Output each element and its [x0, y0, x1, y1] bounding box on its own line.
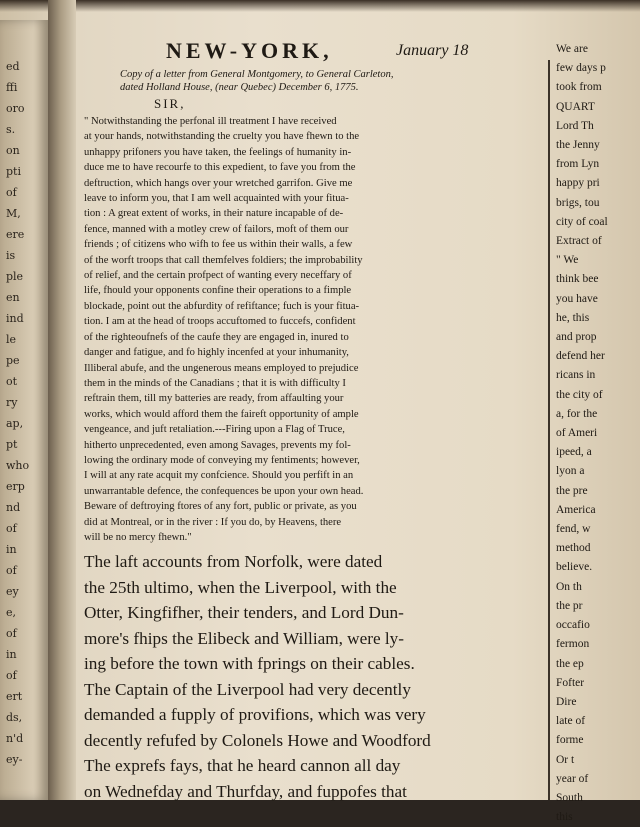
- right-column-fragment: occafio: [556, 619, 590, 632]
- left-column-fragment: ds,: [6, 711, 23, 724]
- right-column-fragment: took from: [556, 81, 602, 94]
- left-column-fragment: ert: [6, 690, 23, 703]
- left-column-fragment: of: [6, 522, 17, 535]
- letter-line: reftrain them, till my batteries are ready, from affaulting your: [84, 393, 344, 405]
- letter-line: of relief, and the certain profpect of wanting every neceffary of: [84, 270, 352, 282]
- letter-line: Illiberal abufe, and the ungenerous means employed to prejudice: [84, 362, 359, 374]
- right-column-fragment: the Jenny: [556, 139, 600, 152]
- left-column-fragment: oro: [6, 102, 25, 115]
- right-column-fragment: city of coal: [556, 215, 608, 228]
- right-column-fragment: the pre: [556, 484, 588, 497]
- news-line: demanded a fupply of provifions, which was very: [84, 705, 426, 725]
- letter-line: deftruction, which hangs over your wretched garrifon. Give me: [84, 177, 353, 189]
- left-column-fragment: ry: [6, 396, 18, 409]
- left-column-fragment: pti: [6, 165, 21, 178]
- right-column-fragment: ipeed, a: [556, 446, 592, 459]
- letter-line: life, fhould your opponents confine their operations to a fimple: [84, 285, 352, 297]
- news-line: decently refufed by Colonels Howe and Woodford: [84, 730, 431, 750]
- top-shadow: [0, 0, 640, 12]
- news-line: on Wednefday and Thurfday, and fuppofes that: [84, 781, 407, 801]
- left-column-fragment: nd: [6, 501, 21, 514]
- dateline-title: NEW-YORK,: [166, 38, 333, 63]
- right-column-fragment: he, this: [556, 311, 590, 324]
- left-column-fragment: ey-: [6, 753, 23, 766]
- right-column-fragment: method: [556, 542, 591, 555]
- letter-line: " Notwithstanding the perfonal ill treatment I have received: [84, 116, 337, 127]
- letter-caption: [120, 68, 554, 94]
- right-column-fragment: QUART: [556, 100, 595, 113]
- left-column-fragment: ffi: [6, 81, 18, 94]
- left-column-fragment: e,: [6, 606, 17, 619]
- right-column-fragment: ricans in: [556, 369, 596, 382]
- right-column-fragment: from Lyn: [556, 158, 600, 171]
- dateline: [84, 38, 554, 68]
- right-column-fragment: Or t: [556, 753, 575, 766]
- letter-line: tion : A great extent of works, in their nature incapable of de-: [84, 208, 344, 220]
- letter-line: friends ; of citizens who wifh to fee us within their walls, a few: [84, 239, 353, 251]
- right-column-fragment: the pr: [556, 599, 583, 612]
- caption-line: Copy of a letter from General Montgomery, to General Carleton,: [120, 69, 394, 80]
- letter-line: did at Montreal, or in the river : If you do, by Heavens, there: [84, 516, 342, 528]
- left-column-fragment: ot: [6, 375, 18, 388]
- news-line: The Captain of the Liverpool had very decently: [84, 679, 411, 699]
- left-column-fragment: is: [6, 249, 16, 262]
- left-column-fragment: pt: [6, 438, 18, 451]
- news-line: Otter, Kingfifher, their tenders, and Lord Dun-: [84, 603, 404, 623]
- right-column-fragment: year of: [556, 772, 589, 785]
- right-column-fragment: defend her: [556, 350, 605, 363]
- left-column-fragment: ere: [6, 228, 25, 241]
- left-column-fragment: n'd: [6, 732, 24, 745]
- left-column-fragment: in: [6, 543, 17, 556]
- letter-line: danger and fatigue, and fo highly incenfed at your inhumanity,: [84, 347, 349, 359]
- right-column-fragment: Fofter: [556, 676, 585, 689]
- left-page-column: [0, 20, 48, 800]
- news-paragraph: [84, 549, 554, 804]
- right-column-fragment: We are: [556, 43, 588, 55]
- left-column-fragment: ind: [6, 312, 24, 325]
- right-column-fragment: Lord Th: [556, 119, 594, 132]
- left-column-fragment: ed: [6, 60, 20, 73]
- letter-line: duce me to have recourfe to this expedient, to fave you from the: [84, 162, 356, 174]
- left-column-fragment: erp: [6, 480, 25, 493]
- letter-line: of the righteoufnefs of the caufe they are engaged in, inured to: [84, 331, 349, 343]
- left-column-fragment: ap,: [6, 417, 24, 430]
- right-column-fragment: On th: [556, 580, 582, 593]
- news-line: ing before the town with fprings on their cables.: [84, 654, 415, 674]
- right-column-fragment: happy pri: [556, 177, 600, 190]
- right-column-fragment: of Ameri: [556, 427, 598, 440]
- right-column-fragment: few days p: [556, 62, 606, 75]
- letter-line: will be no mercy fhewn.": [84, 531, 192, 543]
- right-column-fragment: fermon: [556, 638, 590, 651]
- news-line: the 25th ultimo, when the Liverpool, with the: [84, 577, 397, 597]
- left-column-fragment: who: [6, 459, 30, 472]
- right-column-fragment: the city of: [556, 388, 603, 401]
- right-column-fragment: late of: [556, 715, 586, 728]
- right-column-fragment: think bee: [556, 273, 599, 286]
- right-column-fragment: you have: [556, 292, 598, 305]
- letter-line: of the worft troops that call themfelves foldiers; the improbability: [84, 254, 363, 266]
- column-rule: [548, 60, 550, 800]
- letter-line: Beware of deftroying ftores of any fort, public or private, as you: [84, 501, 357, 513]
- right-column-fragment: fend, w: [556, 523, 591, 536]
- letter-line: tion. I am at the head of troops accuftomed to fuccefs, confident: [84, 316, 356, 328]
- left-column-fragment: of: [6, 669, 17, 682]
- letter-line: lowing the ordinary mode of conveying my fentiments; however,: [84, 454, 360, 466]
- right-column-fragment: and prop: [556, 331, 597, 344]
- letter-line: I will at any rate acquit my confcience. Should you perfift in an: [84, 470, 354, 482]
- letter-body: [84, 114, 554, 545]
- letter-line: blockade, point out the abfurdity of refiftance; fuch is your fitua-: [84, 300, 360, 312]
- right-column-fragment: " We: [556, 254, 579, 267]
- right-column-fragment: believe.: [556, 561, 593, 574]
- left-column-fragment: M,: [6, 207, 21, 220]
- letter-line: hitherto unprecedented, even among Savages, prevents my fol-: [84, 439, 351, 451]
- letter-line: at your hands, notwithstanding the cruelty you have fhewn to the: [84, 131, 360, 143]
- news-line: more's fhips the Elibeck and William, were ly-: [84, 628, 404, 648]
- left-column-fragment: pe: [6, 354, 20, 367]
- right-column-fragment: this: [556, 811, 573, 824]
- main-column: [84, 38, 554, 800]
- left-column-fragment: of: [6, 564, 17, 577]
- right-column-fragment: Dire: [556, 695, 577, 708]
- right-column-fragment: South: [556, 791, 583, 804]
- right-column-fragment: the ep: [556, 657, 584, 670]
- left-column-fragment: in: [6, 648, 17, 661]
- dateline-date: January 18: [396, 42, 469, 59]
- left-column-fragment: le: [6, 333, 17, 346]
- salutation: SIR,: [154, 96, 186, 111]
- left-column-fragment: of: [6, 627, 17, 640]
- left-column-fragment: ey: [6, 585, 19, 598]
- letter-line: unhappy prifoners you have taken, the feelings of humanity in-: [84, 146, 352, 158]
- left-column-fragment: s.: [6, 123, 16, 136]
- news-line: The laft accounts from Norfolk, were dated: [84, 552, 383, 572]
- right-page-column: [556, 40, 640, 824]
- letter-line: vengeance, and juft retaliation.---Firing upon a Flag of Truce,: [84, 424, 345, 436]
- left-column-fragment: en: [6, 291, 20, 304]
- right-column-fragment: America: [556, 503, 596, 516]
- right-column-fragment: forme: [556, 734, 584, 747]
- letter-line: works, which would afford them the faireft opportunity of ample: [84, 408, 359, 420]
- book-gutter: [48, 0, 76, 800]
- news-line: The exprefs fays, that he heard cannon all day: [84, 756, 401, 776]
- right-column-fragment: Extract of: [556, 235, 602, 248]
- left-column-fragment: on: [6, 144, 20, 157]
- letter-line: leave to inform you, that I am well acquainted with your fitua-: [84, 193, 349, 205]
- caption-line: dated Holland House, (near Quebec) December 6, 1775.: [120, 82, 359, 93]
- right-column-fragment: lyon a: [556, 465, 585, 478]
- letter-line: them in the minds of the Canadians ; that it is with difficulty I: [84, 377, 346, 389]
- left-column-fragment: ple: [6, 270, 24, 283]
- right-column-fragment: brigs, tou: [556, 196, 600, 209]
- right-column-fragment: a, for the: [556, 407, 598, 420]
- letter-line: fence, manned with a motley crew of failors, moft of them our: [84, 223, 349, 235]
- left-column-fragment: of: [6, 186, 17, 199]
- letter-line: unwarrantable defence, the confequences be upon your own head.: [84, 485, 364, 497]
